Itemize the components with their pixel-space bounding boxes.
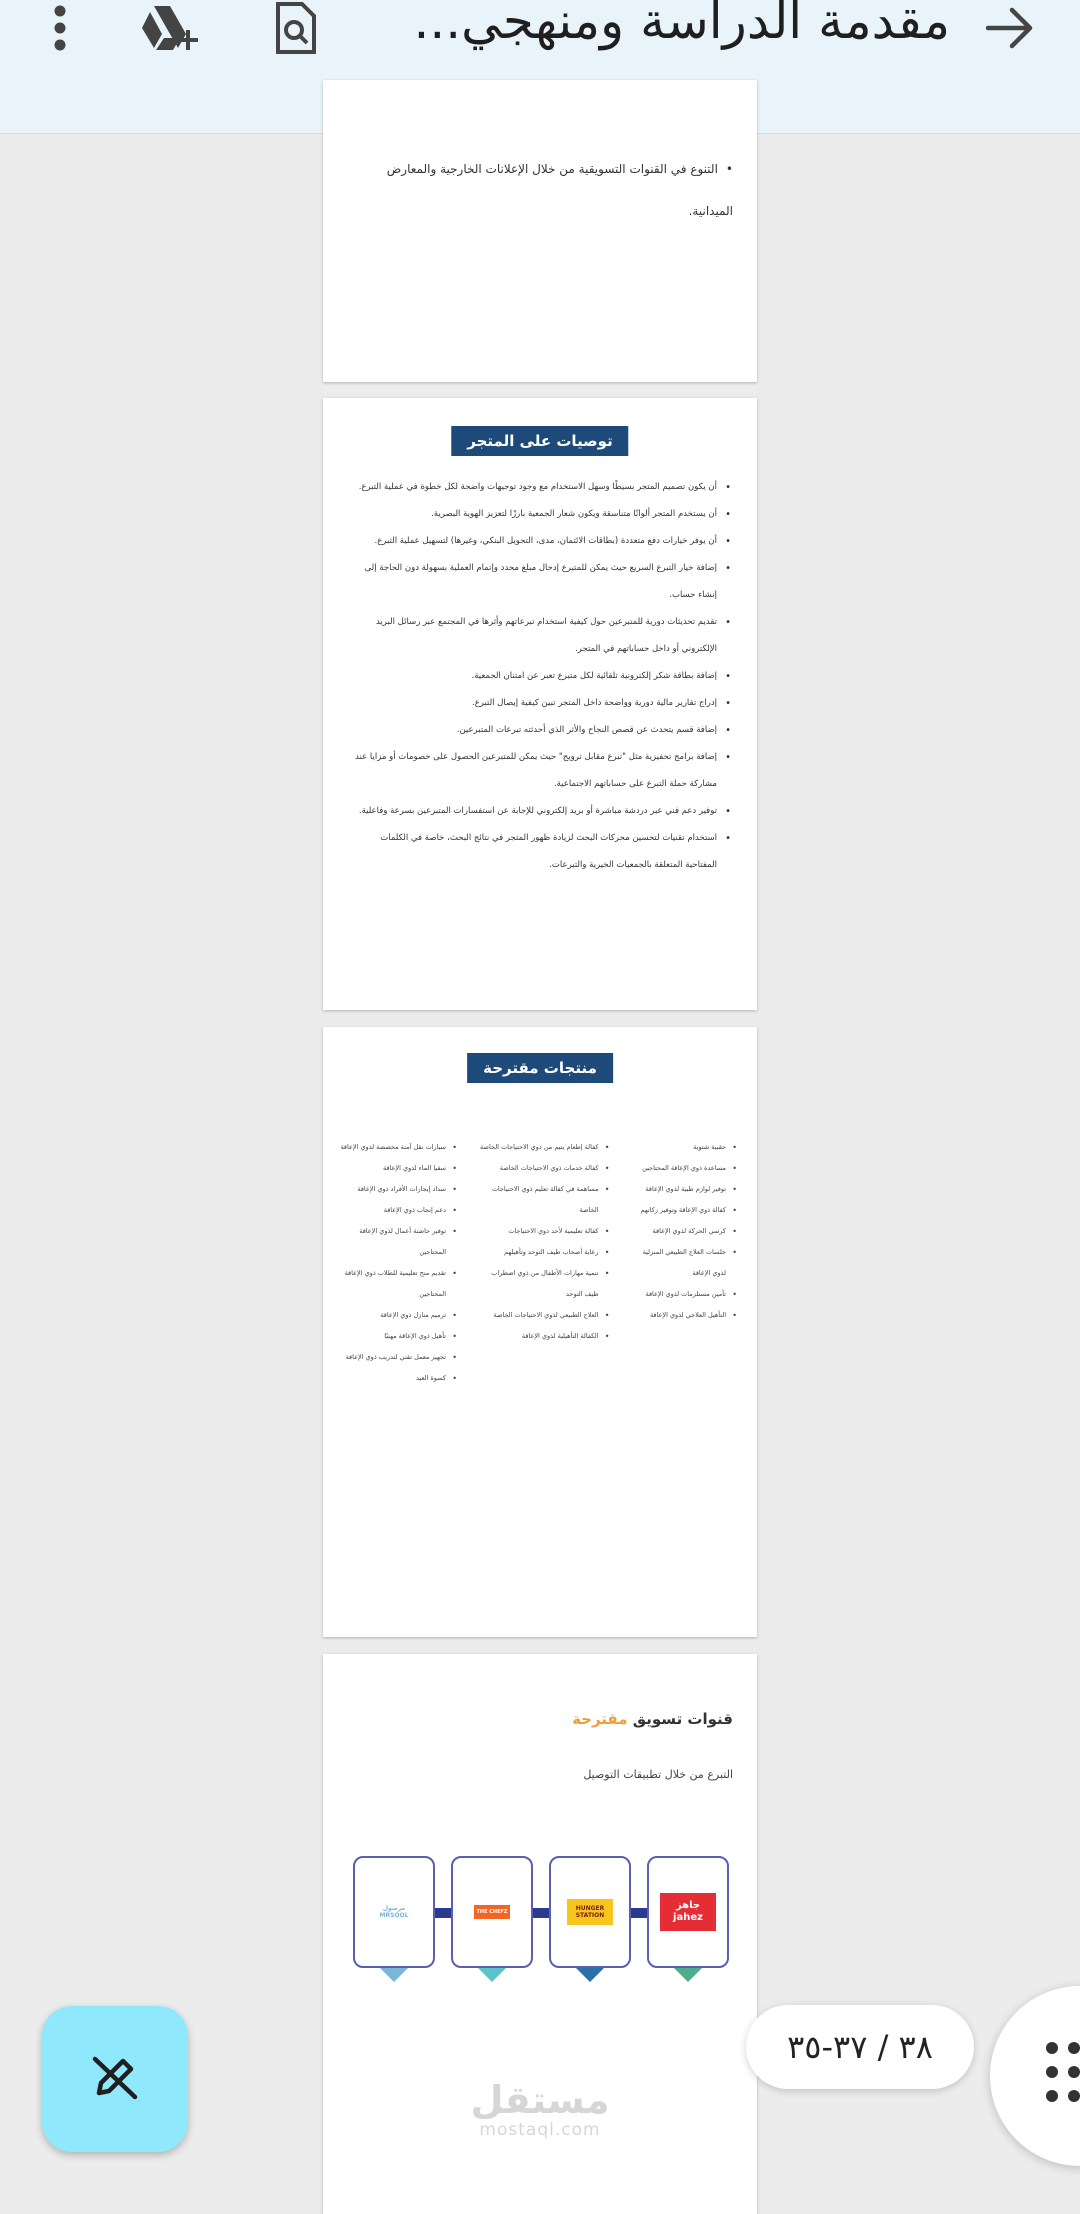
products-columns: [337, 1137, 737, 1389]
list-item: • رعاية أصحاب طيف التوحد وتأهيلهم: [480, 1242, 610, 1263]
document-page-2: [323, 398, 757, 1010]
list-item: • توفير حاضنة أعمال لذوي الإعاقة المحتاجين: [337, 1221, 457, 1263]
list-item: • كفالة إطعام يتيم من ذوي الاحتياجات الخاصة: [480, 1137, 610, 1158]
app-card-hungerstation: [549, 1856, 631, 1968]
list-item: • كرسي الحركة لذوي الإعاقة: [632, 1221, 737, 1242]
list-item: • تقديم تحديثات دورية للمتبرعين حول كيفية استخدام تبرعاتهم وأثرها في المجتمع عبر رسائل البريد الإلكتروني أو داخل حساباتهم في المتجر.: [349, 609, 731, 663]
add-to-drive-icon[interactable]: [136, 0, 206, 56]
products-column-1: [337, 1137, 457, 1389]
list-item: • استخدام تقنيات لتحسين محركات البحث لزيادة ظهور المتجر في نتائج البحث، خاصة في الكلمات المفتاحية المتعلقة بالجمعيات الخيرية والتبرعات.: [349, 825, 731, 879]
list-item: • سقيا الماء لذوي الإعاقة: [337, 1158, 457, 1179]
marketing-subtitle: التبرع من خلال تطبيقات التوصيل: [583, 1768, 733, 1781]
list-item: • كفالة خدمات ذوي الاحتياجات الخاصة: [480, 1158, 610, 1179]
app-card-the-chefz: [451, 1856, 533, 1968]
list-item: • حقيبة شتوية: [632, 1137, 737, 1158]
list-item: • أن يكون تصميم المتجر بسيطًا وسهل الاستخدام مع وجود توجيهات واضحة لكل خطوة في عملية التبرع.: [349, 474, 731, 501]
app-card-mrsool: [353, 1856, 435, 1968]
list-item: • كسوة العيد: [337, 1368, 457, 1389]
list-item: • تأمين مستلزمات لذوي الإعاقة: [632, 1284, 737, 1305]
app-card-jahez: [647, 1856, 729, 1968]
list-item: • إضافة بطاقة شكر إلكترونية تلقائية لكل متبرع تعبر عن امتنان الجمعية.: [349, 663, 731, 690]
document-page-3: [323, 1027, 757, 1637]
list-item: • مساعدة ذوي الإعاقة المحتاجين: [632, 1158, 737, 1179]
grid-menu-button[interactable]: [990, 1986, 1080, 2166]
edit-fab-button[interactable]: [42, 2006, 188, 2152]
list-item: • الكفالة التأهيلية لذوي الإعاقة: [480, 1326, 610, 1347]
list-item: • تأهيل ذوي الإعاقة مهنيًا: [337, 1326, 457, 1347]
list-item: • أن يستخدم المتجر ألوانًا متناسقة ويكون شعار الجمعية بارزًا لتعزيز الهوية البصرية.: [349, 501, 731, 528]
products-column-2: [480, 1137, 610, 1389]
document-search-icon[interactable]: [268, 0, 324, 56]
mrsool-logo: مرسول MRSOOL: [379, 1905, 409, 1919]
list-item: • سداد إيجارات الأفراد ذوي الإعاقة: [337, 1179, 457, 1200]
list-item: • إضافة خيار التبرع السريع حيث يمكن للمتبرع إدخال مبلغ محدد وإتمام العملية بسهولة دون الحاجة إلى إنشاء حساب.: [349, 555, 731, 609]
bullet-text: •التنوع في القنوات التسويقية من خلال الإعلانات الخارجية والمعارض الميدانية.: [386, 162, 733, 218]
list-item: • دعم إنجاب ذوي الإعاقة: [337, 1200, 457, 1221]
products-column-3: [632, 1137, 737, 1389]
list-item: • كفالة تعليمية لأحد ذوي الاحتياجات: [480, 1221, 610, 1242]
list-item: • إضافة برامج تحفيزية مثل "تبرع مقابل ترويج" حيث يمكن للمتبرعين الحصول على خصومات أو مزايا عند مشاركة حملة التبرع على حساباتهم الاجتماعية.: [349, 744, 731, 798]
page-indicator: ٣٨ / ٣٧-٣٥: [746, 2005, 974, 2089]
list-item: • سيارات نقل آمنة مخصصة لذوي الإعاقة: [337, 1137, 457, 1158]
jahez-logo: جاهز jahez: [660, 1893, 716, 1931]
mostaql-watermark: مستقل mostaql.com: [470, 2078, 610, 2140]
grid-dots-icon: [1044, 2038, 1080, 2118]
back-arrow-icon[interactable]: [978, 0, 1042, 56]
document-page-4: [323, 1654, 757, 2214]
marketing-title: قنوات تسويق مقترحة: [572, 1710, 733, 1728]
hungerstation-logo: HUNGER STATION: [567, 1899, 613, 1925]
recommendations-list: [349, 474, 731, 879]
section-heading: منتجات مقترحة: [467, 1053, 613, 1083]
list-item: • توفير دعم فني عبر دردشة مباشرة أو بريد إلكتروني للإجابة عن استفسارات المتبرعين بسرعة وفاعلية.: [349, 798, 731, 825]
list-item: • التأهيل العلاجي لذوي الإعاقة: [632, 1305, 737, 1326]
list-item: • كفالة ذوي الإعاقة وتوفير زكاتهم: [632, 1200, 737, 1221]
list-item: • إضافة قسم يتحدث عن قصص النجاح والأثر الذي أحدثته تبرعات المتبرعين.: [349, 717, 731, 744]
list-item: • ترميم منازل ذوي الإعاقة: [337, 1305, 457, 1326]
section-heading: توصيات على المتجر: [451, 426, 628, 456]
list-item: • تقديم منح تعليمية للطلاب ذوي الإعاقة المحتاجين: [337, 1263, 457, 1305]
list-item: • مساهمة في كفالة تعليم ذوي الاحتياجات الخاصة: [480, 1179, 610, 1221]
list-item: • العلاج الطبيعي لذوي الاحتياجات الخاصة: [480, 1305, 610, 1326]
list-item: • تجهيز معمل تقني لتدريب ذوي الإعاقة: [337, 1347, 457, 1368]
list-item: • إدراج تقارير مالية دورية وواضحة داخل المتجر تبين كيفية إيصال التبرع.: [349, 690, 731, 717]
edit-off-pencil-icon: [87, 2049, 143, 2109]
delivery-apps-row: [353, 1856, 731, 1968]
more-vertical-icon[interactable]: [40, 0, 80, 56]
document-page-1: [323, 80, 757, 382]
list-item: • تنمية مهارات الأطفال من ذوي اضطراب طيف التوحد: [480, 1263, 610, 1305]
list-item: • توفير لوازم طبية لذوي الإعاقة: [632, 1179, 737, 1200]
the-chefz-logo: THE CHEFZ: [474, 1905, 510, 1919]
list-item: • جلسات العلاج الطبيعي المنزلية لذوي الإعاقة: [632, 1242, 737, 1284]
list-item: • أن يوفر خيارات دفع متعددة (بطاقات الائتمان، مدى، التحويل البنكي، وغيرها) لتسهيل عملية التبرع.: [349, 528, 731, 555]
document-title: مقدمة الدراسة ومنهجي...: [413, 0, 950, 50]
